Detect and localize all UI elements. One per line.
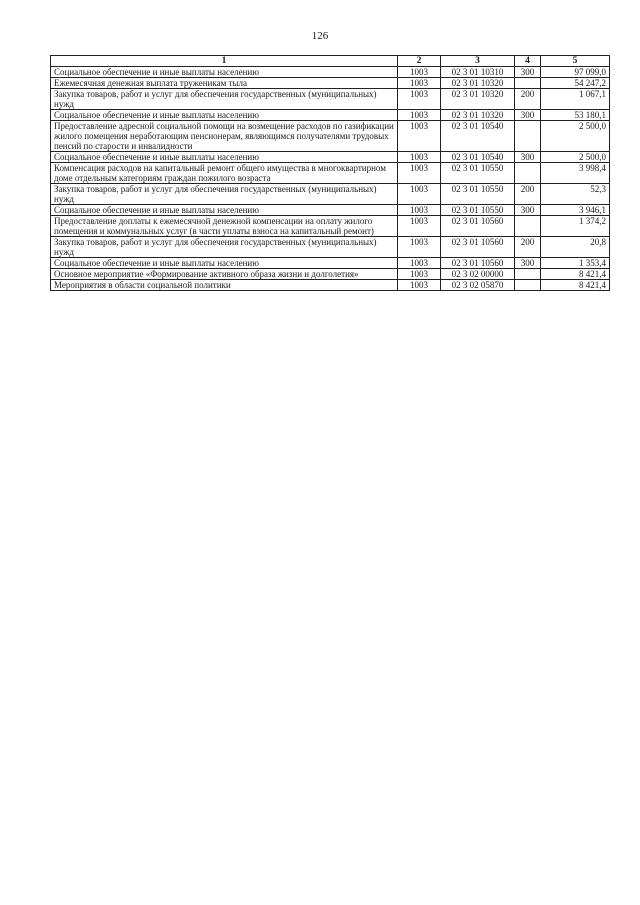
row-amount: 1 374,2: [541, 216, 610, 237]
row-name: Социальное обеспечение и иные выплаты населению: [51, 258, 398, 269]
row-csr: 02 3 01 10550: [441, 205, 515, 216]
header-col-4: 4: [515, 56, 541, 67]
row-amount: 8 421,4: [541, 269, 610, 280]
header-row: [51, 56, 610, 67]
row-name: Социальное обеспечение и иные выплаты населению: [51, 205, 398, 216]
row-vr: 200: [515, 89, 541, 110]
row-vr: [515, 163, 541, 184]
row-name: Социальное обеспечение и иные выплаты населению: [51, 67, 398, 78]
row-vr: 300: [515, 258, 541, 269]
row-razdel: 1003: [398, 280, 441, 291]
row-csr: 02 3 02 00000: [441, 269, 515, 280]
header-col-2: 2: [398, 56, 441, 67]
table-row: [51, 89, 610, 110]
row-razdel: 1003: [398, 89, 441, 110]
row-name: Закупка товаров, работ и услуг для обеспечения государственных (муниципальных) нужд: [51, 184, 398, 205]
row-name: Закупка товаров, работ и услуг для обеспечения государственных (муниципальных) нужд: [51, 237, 398, 258]
row-razdel: 1003: [398, 237, 441, 258]
header-col-5: 5: [541, 56, 610, 67]
row-name: Предоставление доплаты к ежемесячной денежной компенсации на оплату жилого помещения и коммунальных услуг (в части уплаты взноса на капитальный ремонт): [51, 216, 398, 237]
row-csr: 02 3 01 10550: [441, 163, 515, 184]
row-csr: 02 3 02 05870: [441, 280, 515, 291]
row-csr: 02 3 01 10550: [441, 184, 515, 205]
header-col-1: 1: [51, 56, 398, 67]
row-vr: 200: [515, 184, 541, 205]
row-razdel: 1003: [398, 163, 441, 184]
row-name: Основное мероприятие «Формирование активного образа жизни и долголетия»: [51, 269, 398, 280]
row-amount: 20,8: [541, 237, 610, 258]
row-razdel: 1003: [398, 110, 441, 121]
row-razdel: 1003: [398, 78, 441, 89]
row-razdel: 1003: [398, 121, 441, 152]
row-vr: 300: [515, 110, 541, 121]
row-name: Мероприятия в области социальной политики: [51, 280, 398, 291]
row-csr: 02 3 01 10540: [441, 152, 515, 163]
row-vr: 300: [515, 152, 541, 163]
table-body: [51, 67, 610, 291]
row-razdel: 1003: [398, 67, 441, 78]
row-amount: 1 353,4: [541, 258, 610, 269]
row-vr: 200: [515, 237, 541, 258]
row-amount: 54 247,2: [541, 78, 610, 89]
row-amount: 2 500,0: [541, 152, 610, 163]
row-csr: 02 3 01 10560: [441, 216, 515, 237]
header-col-3: 3: [441, 56, 515, 67]
table-row: [51, 258, 610, 269]
row-csr: 02 3 01 10310: [441, 67, 515, 78]
row-razdel: 1003: [398, 269, 441, 280]
row-razdel: 1003: [398, 184, 441, 205]
table-row: [51, 280, 610, 291]
table-row: [51, 269, 610, 280]
table-row: [51, 216, 610, 237]
table-row: [51, 110, 610, 121]
row-amount: 3 946,1: [541, 205, 610, 216]
row-amount: 2 500,0: [541, 121, 610, 152]
table-row: [51, 205, 610, 216]
page-number: 126: [311, 30, 329, 42]
table-row: [51, 121, 610, 152]
table-row: [51, 78, 610, 89]
row-csr: 02 3 01 10540: [441, 121, 515, 152]
table-row: [51, 67, 610, 78]
row-name: Социальное обеспечение и иные выплаты населению: [51, 110, 398, 121]
row-csr: 02 3 01 10320: [441, 110, 515, 121]
row-amount: 8 421,4: [541, 280, 610, 291]
row-name: Закупка товаров, работ и услуг для обеспечения государственных (муниципальных) нужд: [51, 89, 398, 110]
table-header: [51, 56, 610, 67]
table-row: [51, 237, 610, 258]
table-row: [51, 184, 610, 205]
table-row: [51, 163, 610, 184]
row-vr: 300: [515, 67, 541, 78]
table-row: [51, 152, 610, 163]
row-vr: [515, 269, 541, 280]
row-razdel: 1003: [398, 258, 441, 269]
row-razdel: 1003: [398, 216, 441, 237]
budget-table: [50, 55, 610, 291]
row-vr: [515, 216, 541, 237]
row-amount: 97 099,0: [541, 67, 610, 78]
row-name: Ежемесячная денежная выплата труженикам тыла: [51, 78, 398, 89]
row-name: Компенсация расходов на капитальный ремонт общего имущества в многоквартирном доме отдельным категориям граждан пожилого возраста: [51, 163, 398, 184]
row-razdel: 1003: [398, 205, 441, 216]
row-name: Социальное обеспечение и иные выплаты населению: [51, 152, 398, 163]
row-amount: 3 998,4: [541, 163, 610, 184]
row-amount: 53 180,1: [541, 110, 610, 121]
row-vr: [515, 280, 541, 291]
row-csr: 02 3 01 10560: [441, 237, 515, 258]
row-razdel: 1003: [398, 152, 441, 163]
row-csr: 02 3 01 10320: [441, 78, 515, 89]
row-vr: [515, 121, 541, 152]
row-csr: 02 3 01 10320: [441, 89, 515, 110]
row-vr: [515, 78, 541, 89]
row-name: Предоставление адресной социальной помощи на возмещение расходов по газификации жилого помещения неработающим пенсионерам, являющимся получателями трудовых пенсий по старости и инвалидности: [51, 121, 398, 152]
row-amount: 1 067,1: [541, 89, 610, 110]
row-vr: 300: [515, 205, 541, 216]
row-csr: 02 3 01 10560: [441, 258, 515, 269]
row-amount: 52,3: [541, 184, 610, 205]
